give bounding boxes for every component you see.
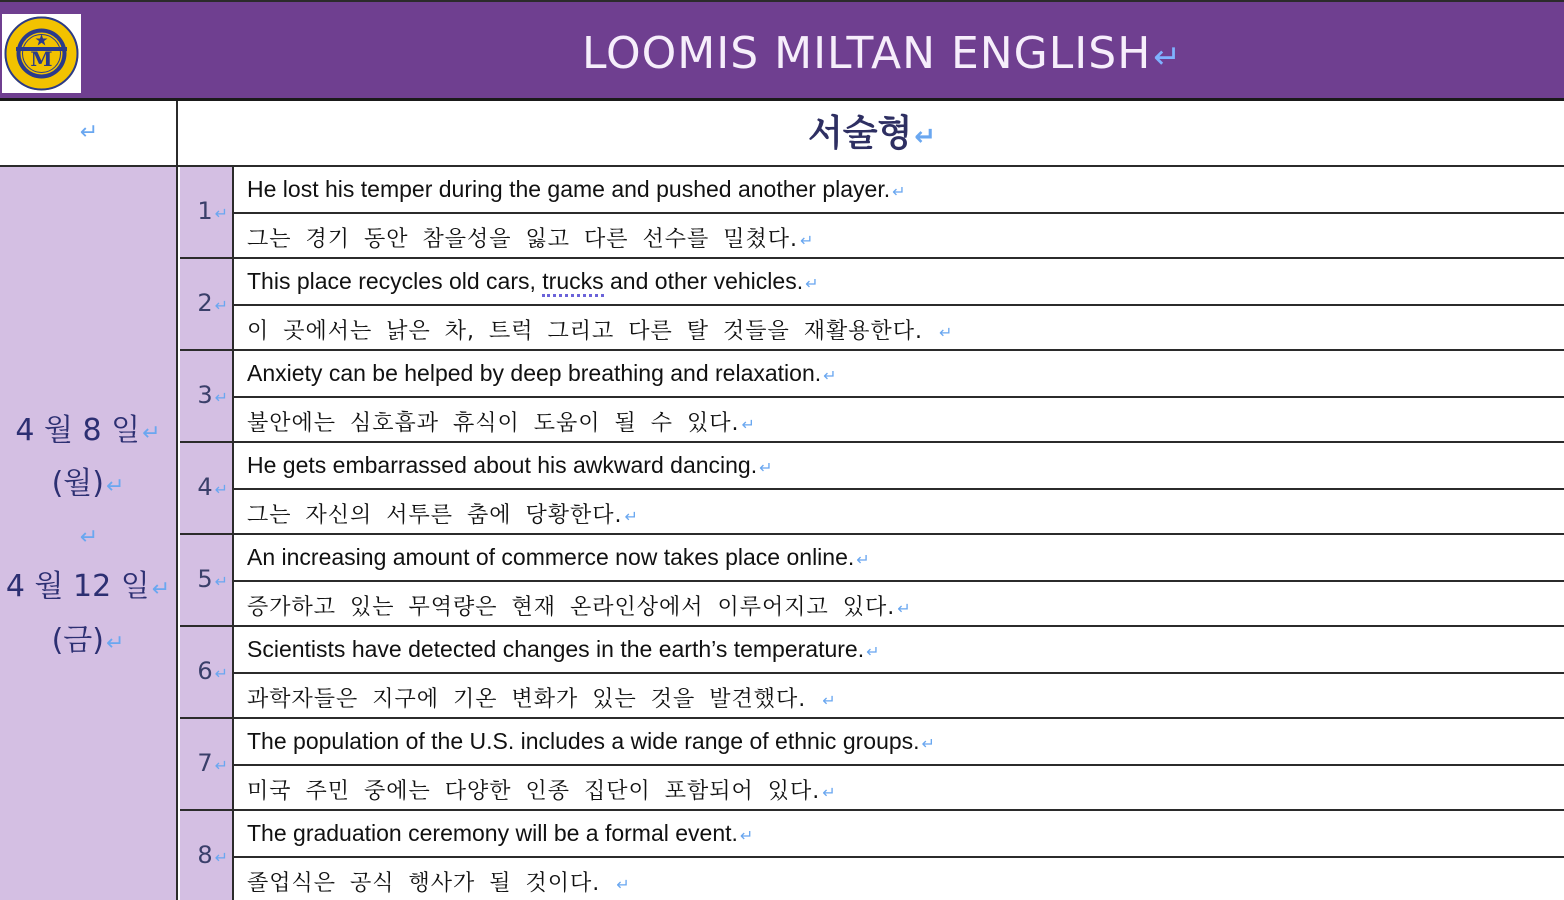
english-sentence-text: He lost his temper during the game and pushed another player. [247, 176, 891, 202]
start-day-text: (월) [51, 466, 104, 501]
korean-translation [234, 498, 1564, 529]
english-sentence [234, 268, 1564, 295]
paragraph-mark-icon: ↵ [214, 756, 228, 775]
paragraph-mark-icon: ↵ [214, 664, 228, 683]
korean-translation-text: 이 곳에서는 낡은 차, 트럭 그리고 다른 탈 것들을 재활용한다. [247, 319, 937, 344]
school-logo [2, 14, 81, 93]
paragraph-mark-icon: ↵ [822, 691, 837, 710]
row-divider [234, 212, 1564, 214]
item-number [180, 565, 232, 593]
english-sentence-text: Scientists have detected changes in the earth’s temperature. [247, 636, 865, 662]
paragraph-mark-icon: ↵ [151, 577, 171, 602]
item-number [180, 197, 232, 225]
sentence-grid [232, 167, 1564, 900]
table-header-empty-cell [0, 101, 178, 165]
row-divider [234, 488, 1564, 490]
korean-translation [234, 682, 1564, 713]
paragraph-mark-icon: ↵ [105, 474, 125, 499]
item-number-text: 5 [197, 565, 213, 593]
paragraph-mark-icon: ↵ [105, 631, 125, 656]
paragraph-mark-icon: ↵ [624, 507, 639, 526]
section-title-text: 서술형 [807, 113, 913, 154]
english-sentence-text: The graduation ceremony will be a formal event. [247, 820, 738, 846]
paragraph-mark-icon: ↵ [616, 875, 631, 894]
paragraph-mark-icon: ↵ [800, 231, 815, 250]
korean-translation-text: 증가하고 있는 무역량은 현재 온라인상에서 이루어지고 있다. [247, 595, 896, 620]
english-sentence [234, 452, 1564, 479]
korean-translation-text: 그는 경기 동안 참을성을 잃고 다른 선수를 밀쳤다. [247, 227, 798, 252]
item-number [180, 749, 232, 777]
item-divider [180, 809, 1564, 811]
paragraph-mark-icon: ↵ [856, 552, 870, 569]
korean-translation-text: 불안에는 심호흡과 휴식이 도움이 될 수 있다. [247, 411, 740, 436]
english-sentence-text: An increasing amount of commerce now takes place online. [247, 544, 855, 570]
item-number-text: 7 [197, 749, 213, 777]
english-sentence [234, 820, 1564, 847]
paragraph-mark-icon: ↵ [823, 368, 837, 385]
header-banner [0, 0, 1564, 98]
paragraph-mark-icon: ↵ [79, 120, 99, 145]
paragraph-mark-icon: ↵ [214, 480, 228, 499]
end-date [0, 567, 176, 610]
english-sentence-text: He gets embarrassed about his awkward dancing. [247, 452, 758, 478]
paragraph-mark-icon: ↵ [214, 848, 228, 867]
date-spacer [0, 515, 176, 558]
paragraph-mark-icon: ↵ [822, 783, 837, 802]
end-day [0, 621, 176, 664]
korean-translation-text: 졸업식은 공식 행사가 될 것이다. [247, 871, 615, 896]
english-sentence-text: This place recycles old cars, trucks and other vehicles. [247, 268, 803, 297]
svg-text:M: M [30, 47, 53, 71]
english-sentence-text: Anxiety can be helped by deep breathing and relaxation. [247, 360, 822, 386]
paragraph-mark-icon: ↵ [79, 525, 99, 550]
paragraph-mark-icon: ↵ [214, 296, 228, 315]
item-divider [180, 349, 1564, 351]
section-title [180, 101, 1564, 165]
item-number [180, 473, 232, 501]
english-sentence [234, 360, 1564, 387]
end-day-text: (금) [51, 623, 104, 658]
date-column [0, 167, 178, 900]
item-divider [180, 441, 1564, 443]
paragraph-mark-icon: ↵ [214, 388, 228, 407]
item-number-text: 8 [197, 841, 213, 869]
item-number-text: 2 [197, 289, 213, 317]
table-header-row [0, 101, 1564, 167]
paragraph-mark-icon: ↵ [866, 644, 880, 661]
row-divider [234, 304, 1564, 306]
english-sentence [234, 176, 1564, 203]
english-sentence [234, 728, 1564, 755]
row-divider [234, 580, 1564, 582]
start-date [0, 411, 176, 454]
site-title-text: LOOMIS MILTAN ENGLISH [582, 28, 1152, 79]
paragraph-mark-icon: ↵ [214, 572, 228, 591]
paragraph-mark-icon: ↵ [741, 415, 756, 434]
paragraph-mark-icon: ↵ [938, 323, 954, 342]
english-sentence [234, 544, 1564, 571]
korean-translation [234, 590, 1564, 621]
korean-translation [234, 406, 1564, 437]
korean-translation [234, 866, 1564, 897]
paragraph-mark-icon: ↵ [892, 184, 906, 201]
start-date-text: 4 월 8 일 [15, 413, 141, 448]
item-number [180, 381, 232, 409]
paragraph-mark-icon: ↵ [897, 599, 912, 618]
korean-translation-text: 과학자들은 지구에 기온 변화가 있는 것을 발견했다. [247, 687, 821, 712]
korean-translation [234, 774, 1564, 805]
item-number-text: 4 [197, 473, 213, 501]
item-number [180, 289, 232, 317]
korean-translation [234, 222, 1564, 253]
row-divider [234, 764, 1564, 766]
english-sentence-text: The population of the U.S. includes a wide range of ethnic groups. [247, 728, 920, 754]
start-day [0, 464, 176, 507]
site-title [200, 28, 1564, 83]
item-divider [180, 717, 1564, 719]
row-divider [234, 856, 1564, 858]
paragraph-mark-icon: ↵ [759, 460, 773, 477]
paragraph-mark-icon: ↵ [921, 736, 935, 753]
logo-emblem-icon [2, 14, 81, 93]
paragraph-mark-icon: ↵ [142, 421, 161, 446]
paragraph-mark-icon: ↵ [805, 276, 819, 293]
item-divider [180, 533, 1564, 535]
row-divider [234, 396, 1564, 398]
end-date-text: 4 월 12 일 [5, 569, 150, 604]
item-divider [180, 257, 1564, 259]
korean-translation-text: 미국 주민 중에는 다양한 인종 집단이 포함되어 있다. [247, 779, 821, 804]
item-number-text: 6 [197, 657, 213, 685]
paragraph-mark-icon: ↵ [214, 204, 228, 223]
item-number-text: 1 [197, 197, 213, 225]
item-number [180, 657, 232, 685]
item-number [180, 841, 232, 869]
paragraph-mark-icon: ↵ [914, 122, 937, 152]
korean-translation [234, 314, 1564, 345]
korean-translation-text: 그는 자신의 서투른 춤에 당황한다. [247, 503, 623, 528]
english-sentence [234, 636, 1564, 663]
item-number-text: 3 [197, 381, 213, 409]
item-divider [180, 625, 1564, 627]
paragraph-mark-icon: ↵ [739, 828, 754, 845]
row-divider [234, 672, 1564, 674]
paragraph-mark-icon: ↵ [1153, 37, 1182, 76]
spellcheck-underline: trucks [542, 268, 603, 297]
